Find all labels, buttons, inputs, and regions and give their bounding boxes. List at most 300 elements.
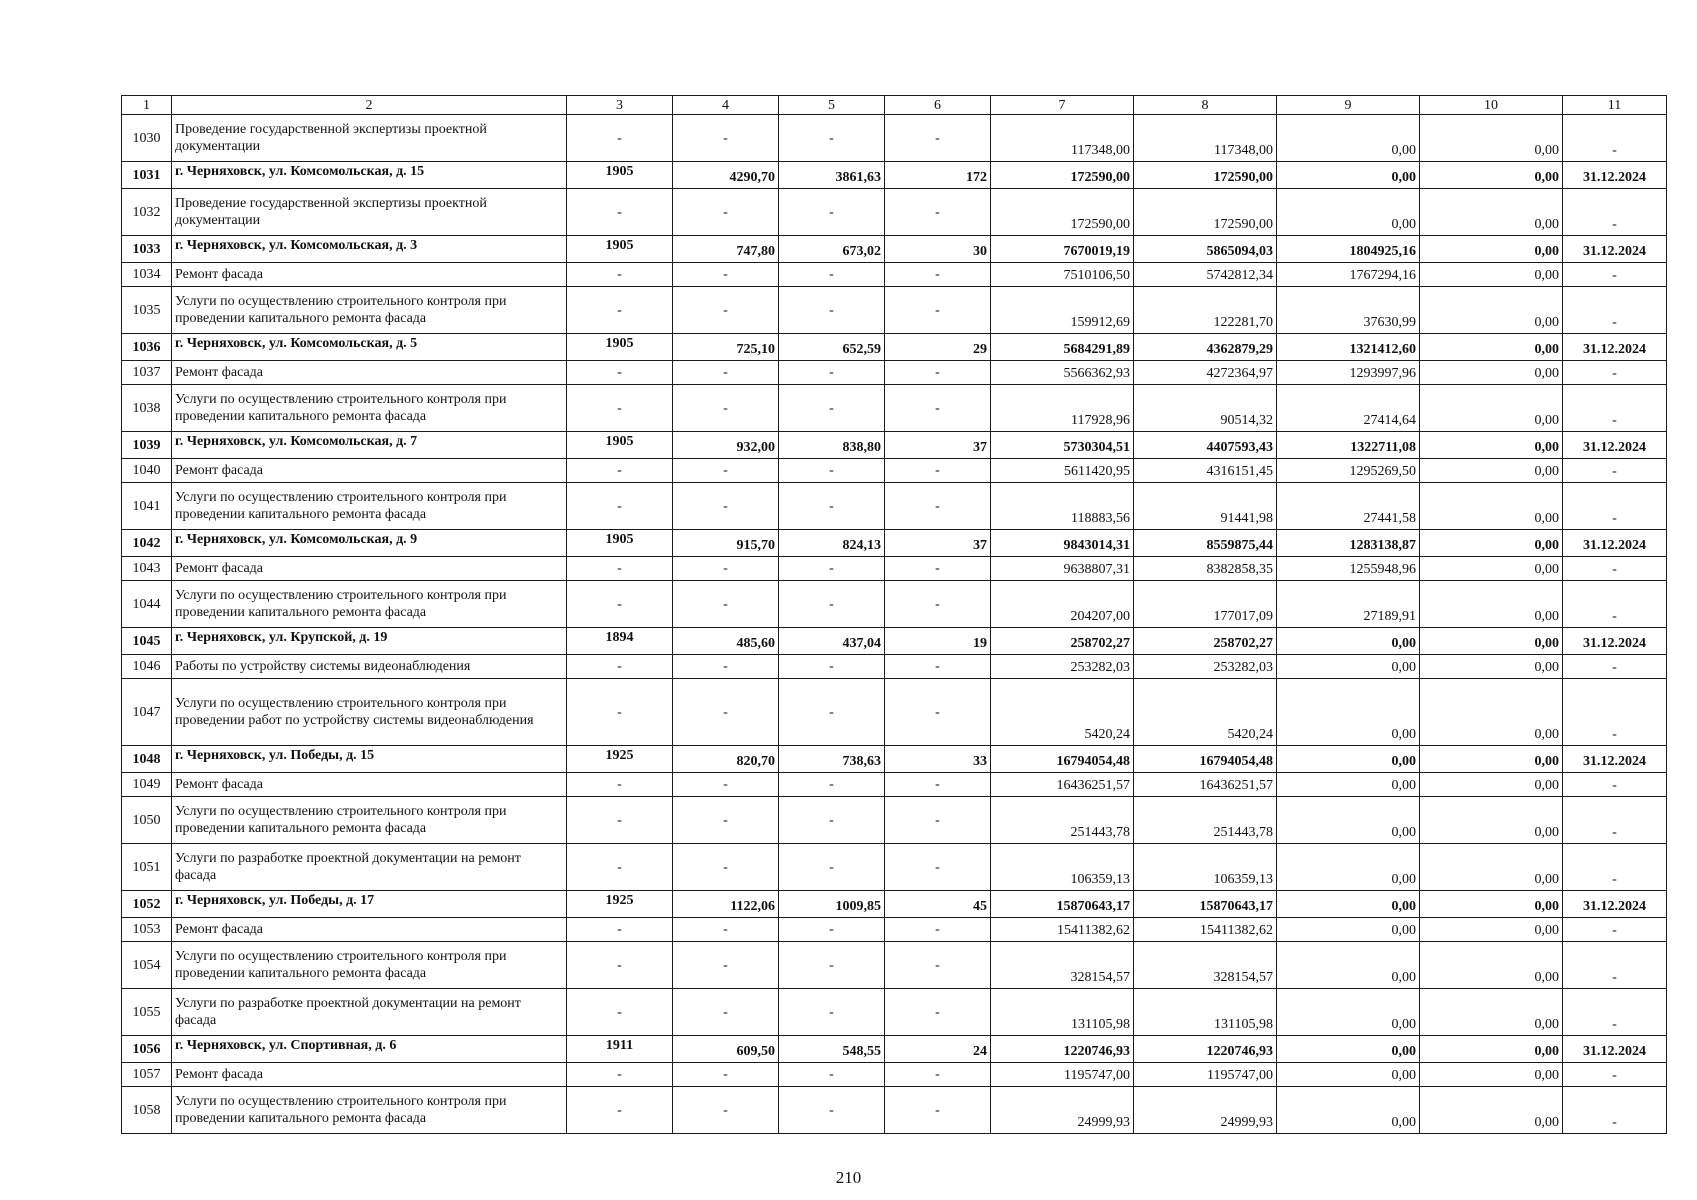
cell-col-5: 548,55 [779,1036,885,1063]
address-cell: г. Черняховск, ул. Комсомольская, д. 7 [172,432,567,459]
cell-col-11: 31.12.2024 [1563,1036,1667,1063]
work-description: Ремонт фасада [172,557,567,581]
row-number: 1058 [122,1087,172,1134]
cell-col-9: 0,00 [1277,942,1420,989]
cell-col-6: - [885,942,991,989]
cell-col-3: 1905 [567,432,673,459]
cell-col-11: - [1563,942,1667,989]
cell-col-7: 5420,24 [991,679,1134,746]
cell-col-3: - [567,361,673,385]
work-description: Ремонт фасада [172,918,567,942]
cell-col-4: - [673,557,779,581]
cell-col-10: 0,00 [1420,989,1563,1036]
cell-col-9: 27414,64 [1277,385,1420,432]
cell-col-4: - [673,918,779,942]
cell-col-11: - [1563,797,1667,844]
cell-col-4: - [673,942,779,989]
cell-col-5: - [779,115,885,162]
cell-col-3: - [567,483,673,530]
cell-col-8: 328154,57 [1134,942,1277,989]
cell-col-6: - [885,459,991,483]
cell-col-5: 673,02 [779,236,885,263]
cell-col-3: 1905 [567,334,673,361]
cell-col-9: 0,00 [1277,746,1420,773]
row-number: 1053 [122,918,172,942]
cell-col-4: - [673,844,779,891]
cell-col-4: - [673,287,779,334]
cell-col-8: 4272364,97 [1134,361,1277,385]
column-number: 7 [991,96,1134,115]
cell-col-8: 16436251,57 [1134,773,1277,797]
row-number: 1035 [122,287,172,334]
cell-col-7: 172590,00 [991,162,1134,189]
cell-col-6: - [885,361,991,385]
row-number: 1055 [122,989,172,1036]
cell-col-6: - [885,1087,991,1134]
cell-col-5: 437,04 [779,628,885,655]
row-number: 1036 [122,334,172,361]
cell-col-9: 1767294,16 [1277,263,1420,287]
cell-col-5: - [779,557,885,581]
cell-col-4: 725,10 [673,334,779,361]
cell-col-7: 117928,96 [991,385,1134,432]
cell-col-10: 0,00 [1420,385,1563,432]
cell-col-8: 8559875,44 [1134,530,1277,557]
address-row [122,530,1667,557]
cell-col-4: - [673,797,779,844]
table-body [122,96,1667,1134]
cell-col-6: - [885,773,991,797]
address-row [122,891,1667,918]
work-description: Ремонт фасада [172,361,567,385]
cell-col-9: 1283138,87 [1277,530,1420,557]
cell-col-7: 204207,00 [991,581,1134,628]
cell-col-8: 4362879,29 [1134,334,1277,361]
cell-col-10: 0,00 [1420,483,1563,530]
address-row [122,628,1667,655]
work-item-row [122,655,1667,679]
cell-col-11: - [1563,655,1667,679]
cell-col-8: 15870643,17 [1134,891,1277,918]
cell-col-10: 0,00 [1420,1036,1563,1063]
cell-col-11: - [1563,844,1667,891]
column-number: 2 [172,96,567,115]
cell-col-11: - [1563,581,1667,628]
cell-col-11: - [1563,773,1667,797]
cell-col-8: 106359,13 [1134,844,1277,891]
cell-col-4: - [673,989,779,1036]
cell-col-11: - [1563,679,1667,746]
cell-col-6: - [885,1063,991,1087]
cell-col-3: - [567,189,673,236]
cell-col-6: - [885,797,991,844]
cell-col-5: 838,80 [779,432,885,459]
column-number: 4 [673,96,779,115]
cell-col-4: - [673,459,779,483]
cell-col-4: 4290,70 [673,162,779,189]
works-table [121,95,1667,1134]
cell-col-5: - [779,844,885,891]
work-item-row [122,989,1667,1036]
cell-col-10: 0,00 [1420,236,1563,263]
cell-col-7: 131105,98 [991,989,1134,1036]
cell-col-5: - [779,1063,885,1087]
cell-col-5: - [779,918,885,942]
row-number: 1054 [122,942,172,989]
cell-col-10: 0,00 [1420,162,1563,189]
cell-col-4: - [673,189,779,236]
row-number: 1043 [122,557,172,581]
cell-col-9: 0,00 [1277,628,1420,655]
cell-col-10: 0,00 [1420,746,1563,773]
row-number: 1040 [122,459,172,483]
cell-col-9: 0,00 [1277,989,1420,1036]
cell-col-3: 1905 [567,236,673,263]
cell-col-9: 0,00 [1277,162,1420,189]
cell-col-3: - [567,581,673,628]
cell-col-10: 0,00 [1420,628,1563,655]
address-cell: г. Черняховск, ул. Спортивная, д. 6 [172,1036,567,1063]
cell-col-10: 0,00 [1420,679,1563,746]
cell-col-3: 1905 [567,162,673,189]
cell-col-10: 0,00 [1420,189,1563,236]
cell-col-8: 5742812,34 [1134,263,1277,287]
cell-col-6: - [885,385,991,432]
address-row [122,746,1667,773]
cell-col-4: 915,70 [673,530,779,557]
cell-col-7: 172590,00 [991,189,1134,236]
cell-col-7: 117348,00 [991,115,1134,162]
cell-col-8: 90514,32 [1134,385,1277,432]
work-description: Работы по устройству системы видеонаблюдения [172,655,567,679]
cell-col-6: 24 [885,1036,991,1063]
cell-col-4: - [673,1063,779,1087]
cell-col-9: 1295269,50 [1277,459,1420,483]
row-number: 1030 [122,115,172,162]
address-cell: г. Черняховск, ул. Комсомольская, д. 5 [172,334,567,361]
cell-col-10: 0,00 [1420,891,1563,918]
cell-col-9: 1321412,60 [1277,334,1420,361]
cell-col-8: 5865094,03 [1134,236,1277,263]
cell-col-6: - [885,844,991,891]
address-cell: г. Черняховск, ул. Победы, д. 15 [172,746,567,773]
cell-col-7: 16794054,48 [991,746,1134,773]
cell-col-8: 1220746,93 [1134,1036,1277,1063]
cell-col-5: - [779,797,885,844]
cell-col-4: - [673,773,779,797]
cell-col-4: 485,60 [673,628,779,655]
cell-col-10: 0,00 [1420,334,1563,361]
cell-col-9: 0,00 [1277,1087,1420,1134]
cell-col-7: 328154,57 [991,942,1134,989]
row-number: 1032 [122,189,172,236]
address-cell: г. Черняховск, ул. Победы, д. 17 [172,891,567,918]
row-number: 1031 [122,162,172,189]
cell-col-9: 0,00 [1277,679,1420,746]
cell-col-9: 1804925,16 [1277,236,1420,263]
column-number-row [122,96,1667,115]
cell-col-3: - [567,115,673,162]
row-number: 1056 [122,1036,172,1063]
cell-col-9: 0,00 [1277,115,1420,162]
cell-col-4: - [673,361,779,385]
cell-col-5: - [779,361,885,385]
cell-col-11: 31.12.2024 [1563,746,1667,773]
cell-col-11: 31.12.2024 [1563,891,1667,918]
work-description: Проведение государственной экспертизы проектной документации [172,189,567,236]
cell-col-5: - [779,287,885,334]
cell-col-7: 251443,78 [991,797,1134,844]
cell-col-7: 1220746,93 [991,1036,1134,1063]
cell-col-10: 0,00 [1420,581,1563,628]
cell-col-5: - [779,581,885,628]
cell-col-11: 31.12.2024 [1563,334,1667,361]
work-description: Ремонт фасада [172,773,567,797]
cell-col-6: - [885,263,991,287]
cell-col-11: - [1563,189,1667,236]
cell-col-7: 159912,69 [991,287,1134,334]
cell-col-10: 0,00 [1420,557,1563,581]
cell-col-8: 8382858,35 [1134,557,1277,581]
cell-col-9: 27441,58 [1277,483,1420,530]
cell-col-10: 0,00 [1420,655,1563,679]
row-number: 1041 [122,483,172,530]
row-number: 1045 [122,628,172,655]
cell-col-9: 0,00 [1277,918,1420,942]
cell-col-9: 0,00 [1277,797,1420,844]
cell-col-8: 1195747,00 [1134,1063,1277,1087]
cell-col-8: 253282,03 [1134,655,1277,679]
work-description: Услуги по разработке проектной документации на ремонт фасада [172,844,567,891]
row-number: 1047 [122,679,172,746]
work-description: Услуги по осуществлению строительного контроля при проведении капитального ремонта фасада [172,581,567,628]
cell-col-4: - [673,581,779,628]
cell-col-7: 9843014,31 [991,530,1134,557]
cell-col-4: 820,70 [673,746,779,773]
address-cell: г. Черняховск, ул. Комсомольская, д. 3 [172,236,567,263]
cell-col-4: - [673,679,779,746]
cell-col-5: - [779,1087,885,1134]
work-description: Услуги по разработке проектной документации на ремонт фасада [172,989,567,1036]
cell-col-10: 0,00 [1420,773,1563,797]
work-description: Услуги по осуществлению строительного контроля при проведении капитального ремонта фасада [172,797,567,844]
cell-col-5: 3861,63 [779,162,885,189]
cell-col-7: 5684291,89 [991,334,1134,361]
cell-col-11: 31.12.2024 [1563,236,1667,263]
cell-col-6: - [885,287,991,334]
cell-col-8: 91441,98 [1134,483,1277,530]
cell-col-6: - [885,679,991,746]
cell-col-7: 258702,27 [991,628,1134,655]
cell-col-8: 117348,00 [1134,115,1277,162]
cell-col-9: 0,00 [1277,891,1420,918]
cell-col-3: - [567,942,673,989]
row-number: 1044 [122,581,172,628]
work-item-row [122,918,1667,942]
cell-col-4: - [673,115,779,162]
cell-col-7: 7670019,19 [991,236,1134,263]
work-item-row [122,557,1667,581]
cell-col-9: 27189,91 [1277,581,1420,628]
cell-col-6: - [885,115,991,162]
cell-col-4: - [673,1087,779,1134]
cell-col-9: 0,00 [1277,189,1420,236]
cell-col-6: 29 [885,334,991,361]
cell-col-3: - [567,557,673,581]
cell-col-11: - [1563,557,1667,581]
cell-col-9: 0,00 [1277,655,1420,679]
cell-col-11: - [1563,361,1667,385]
work-description: Услуги по осуществлению строительного контроля при проведении капитального ремонта фасада [172,483,567,530]
cell-col-10: 0,00 [1420,432,1563,459]
row-number: 1057 [122,1063,172,1087]
cell-col-7: 253282,03 [991,655,1134,679]
cell-col-7: 24999,93 [991,1087,1134,1134]
work-description: Ремонт фасада [172,459,567,483]
row-number: 1049 [122,773,172,797]
cell-col-8: 4316151,45 [1134,459,1277,483]
cell-col-5: - [779,942,885,989]
work-item-row [122,797,1667,844]
work-item-row [122,361,1667,385]
cell-col-5: 1009,85 [779,891,885,918]
cell-col-6: - [885,189,991,236]
cell-col-10: 0,00 [1420,918,1563,942]
cell-col-6: - [885,483,991,530]
cell-col-4: - [673,483,779,530]
work-item-row [122,189,1667,236]
cell-col-11: - [1563,1063,1667,1087]
cell-col-4: 747,80 [673,236,779,263]
cell-col-11: - [1563,989,1667,1036]
address-row [122,432,1667,459]
cell-col-11: - [1563,459,1667,483]
row-number: 1034 [122,263,172,287]
cell-col-6: 45 [885,891,991,918]
cell-col-7: 118883,56 [991,483,1134,530]
cell-col-7: 106359,13 [991,844,1134,891]
work-item-row [122,1087,1667,1134]
cell-col-10: 0,00 [1420,263,1563,287]
cell-col-6: 33 [885,746,991,773]
cell-col-5: - [779,989,885,1036]
cell-col-10: 0,00 [1420,287,1563,334]
cell-col-10: 0,00 [1420,459,1563,483]
work-description: Услуги по осуществлению строительного контроля при проведении капитального ремонта фасада [172,942,567,989]
cell-col-8: 131105,98 [1134,989,1277,1036]
cell-col-6: 37 [885,530,991,557]
address-row [122,162,1667,189]
cell-col-3: 1911 [567,1036,673,1063]
work-item-row [122,263,1667,287]
cell-col-3: - [567,844,673,891]
cell-col-5: - [779,483,885,530]
cell-col-3: - [567,655,673,679]
address-row [122,1036,1667,1063]
cell-col-7: 15870643,17 [991,891,1134,918]
cell-col-4: - [673,263,779,287]
cell-col-8: 177017,09 [1134,581,1277,628]
work-item-row [122,459,1667,483]
work-description: Ремонт фасада [172,1063,567,1087]
cell-col-9: 37630,99 [1277,287,1420,334]
cell-col-8: 5420,24 [1134,679,1277,746]
cell-col-3: - [567,287,673,334]
column-number: 11 [1563,96,1667,115]
cell-col-11: 31.12.2024 [1563,530,1667,557]
cell-col-11: - [1563,1087,1667,1134]
row-number: 1052 [122,891,172,918]
cell-col-8: 251443,78 [1134,797,1277,844]
cell-col-3: 1925 [567,891,673,918]
work-item-row [122,942,1667,989]
cell-col-3: - [567,1063,673,1087]
cell-col-8: 24999,93 [1134,1087,1277,1134]
row-number: 1046 [122,655,172,679]
work-item-row [122,581,1667,628]
column-number: 10 [1420,96,1563,115]
column-number: 9 [1277,96,1420,115]
work-item-row [122,483,1667,530]
cell-col-5: 824,13 [779,530,885,557]
cell-col-3: 1905 [567,530,673,557]
cell-col-11: 31.12.2024 [1563,628,1667,655]
cell-col-11: - [1563,287,1667,334]
cell-col-6: - [885,989,991,1036]
row-number: 1033 [122,236,172,263]
row-number: 1038 [122,385,172,432]
work-item-row [122,1063,1667,1087]
cell-col-11: - [1563,385,1667,432]
column-number: 5 [779,96,885,115]
cell-col-9: 0,00 [1277,773,1420,797]
cell-col-5: 738,63 [779,746,885,773]
cell-col-6: - [885,918,991,942]
column-number: 8 [1134,96,1277,115]
cell-col-11: 31.12.2024 [1563,432,1667,459]
cell-col-6: - [885,655,991,679]
cell-col-3: 1925 [567,746,673,773]
column-number: 3 [567,96,673,115]
cell-col-8: 16794054,48 [1134,746,1277,773]
cell-col-6: 172 [885,162,991,189]
row-number: 1042 [122,530,172,557]
cell-col-3: - [567,679,673,746]
work-description: Услуги по осуществлению строительного контроля при проведении капитального ремонта фасада [172,287,567,334]
row-number: 1050 [122,797,172,844]
cell-col-5: - [779,189,885,236]
cell-col-9: 1255948,96 [1277,557,1420,581]
address-cell: г. Черняховск, ул. Комсомольская, д. 9 [172,530,567,557]
cell-col-10: 0,00 [1420,115,1563,162]
work-description: Услуги по осуществлению строительного контроля при проведении капитального ремонта фасада [172,385,567,432]
cell-col-3: - [567,773,673,797]
row-number: 1037 [122,361,172,385]
work-description: Услуги по осуществлению строительного контроля при проведении капитального ремонта фасада [172,1087,567,1134]
cell-col-5: - [779,773,885,797]
work-item-row [122,385,1667,432]
cell-col-10: 0,00 [1420,1087,1563,1134]
cell-col-10: 0,00 [1420,797,1563,844]
row-number: 1039 [122,432,172,459]
cell-col-9: 0,00 [1277,1063,1420,1087]
cell-col-4: 932,00 [673,432,779,459]
cell-col-11: - [1563,483,1667,530]
cell-col-10: 0,00 [1420,942,1563,989]
work-item-row [122,287,1667,334]
cell-col-6: - [885,581,991,628]
cell-col-7: 5611420,95 [991,459,1134,483]
